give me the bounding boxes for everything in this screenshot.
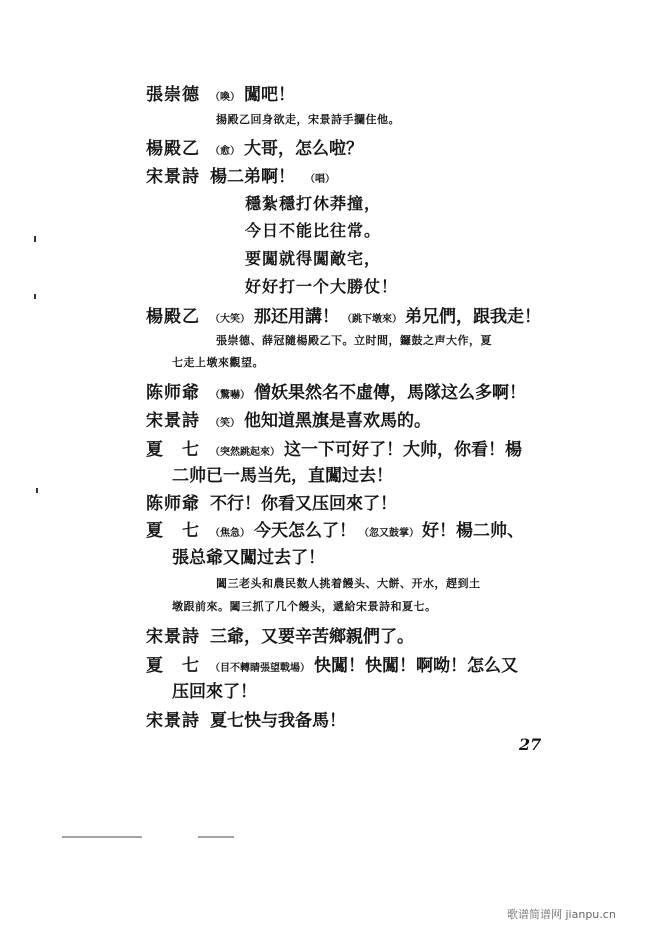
speech-text: 快闖！快闖！啊呦！怎么又 xyxy=(314,656,518,676)
dialogue-line xyxy=(146,134,363,159)
stage-note: 張崇德、薛冠隨楊殿乙下。立时間，鑼鼓之声大作，夏 xyxy=(216,334,492,347)
song-line: 穩紮穩打休莽撞， xyxy=(245,194,382,213)
speech-text: 这一下可好了！大帅，你看！楊 xyxy=(284,440,522,460)
speech-continuation: 压回來了！ xyxy=(172,682,257,702)
speech-text: 好！楊二帅、 xyxy=(422,521,524,541)
stage-note: 墩跟前來。闔三抓了几个饅头，遞給宋景詩和夏七。 xyxy=(172,600,437,613)
stage-note: 闔三老头和農民数人挑着饅头、大餅、开水，趕到土 xyxy=(216,577,481,590)
song-line: 今日不能比往常。 xyxy=(245,221,382,240)
scan-footer-mark xyxy=(62,836,142,838)
speech-continuation: 張总爺又闖过去了！ xyxy=(172,548,325,568)
scan-speck xyxy=(36,488,38,493)
speech-text: 夏七快与我备馬！ xyxy=(210,711,346,731)
dialogue-line xyxy=(146,302,541,327)
stage-direction: （突然跳起來） xyxy=(210,447,280,458)
scan-speck xyxy=(34,294,36,299)
song-line: 要闖就得闖敵宅， xyxy=(245,249,382,268)
speaker-name: 楊殿乙 xyxy=(146,139,200,159)
song-line: 好好打一个大勝仗！ xyxy=(245,277,399,296)
speech-text: 僧妖果然名不虛傳，馬隊这么多啊！ xyxy=(254,383,526,403)
speech-text: 弟兄們，跟我走！ xyxy=(405,307,541,327)
speech-text: 大哥，怎么啦？ xyxy=(244,139,363,159)
speaker-name: 宋景詩 xyxy=(146,411,200,431)
dialogue-line xyxy=(146,378,526,403)
stage-direction: （笑） xyxy=(210,418,240,429)
stage-direction: （愈） xyxy=(210,146,240,157)
stage-direction: （焦急） xyxy=(210,528,250,539)
speaker-name: 楊殿乙 xyxy=(146,307,200,327)
speech-text: 闖吧！ xyxy=(244,85,295,105)
stage-direction: （跳下墩來） xyxy=(342,314,402,325)
speaker-name: 宋景詩 xyxy=(146,711,200,731)
stage-note: 揚殿乙回身欲走，宋景詩手攔住他。 xyxy=(216,113,400,126)
speech-text: 那还用講！ xyxy=(254,307,339,327)
dialogue-line xyxy=(146,622,414,647)
dialogue-line xyxy=(146,435,522,460)
speaker-name: 宋景詩 xyxy=(146,167,200,187)
dialogue-line xyxy=(146,489,397,514)
dialogue-line xyxy=(146,706,346,731)
speaker-name: 宋景詩 xyxy=(146,627,200,647)
dialogue-line xyxy=(146,516,524,541)
stage-direction: （目不轉睛張望戰場） xyxy=(210,663,310,674)
scan-speck xyxy=(34,236,36,242)
stage-direction: （忽又鼓掌） xyxy=(359,528,419,539)
speaker-name: 夏 七 xyxy=(146,440,200,460)
speech-text: 他知道黑旗是喜欢馬的。 xyxy=(244,411,431,431)
speech-text: 三爺，又要辛苦鄉親們了。 xyxy=(210,627,414,647)
scan-footer-mark xyxy=(198,836,234,838)
speaker-name: 張崇德 xyxy=(146,85,200,105)
stage-note: 七走上墩來觀望。 xyxy=(172,356,264,369)
watermark: 歌谱简谱网 jianpu.cn xyxy=(507,908,616,921)
speech-continuation: 二帅已一馬当先，直闖过去！ xyxy=(172,466,393,486)
stage-direction: （喚） xyxy=(210,92,240,103)
dialogue-line xyxy=(146,162,339,187)
speech-text: 楊二弟啊！ xyxy=(210,167,295,187)
speaker-name: 夏 七 xyxy=(146,656,200,676)
page-number: 27 xyxy=(519,735,542,754)
speech-text: 不行！你看又压回來了！ xyxy=(210,494,397,514)
speaker-name: 陈师爺 xyxy=(146,494,200,514)
dialogue-line xyxy=(146,406,431,431)
dialogue-line xyxy=(146,80,295,105)
dialogue-line xyxy=(146,651,518,676)
stage-direction: （大笑） xyxy=(210,314,250,325)
speaker-name: 陈师爺 xyxy=(146,383,200,403)
stage-direction: （唱） xyxy=(305,174,335,185)
speech-text: 今天怎么了！ xyxy=(254,521,356,541)
speaker-name: 夏 七 xyxy=(146,521,200,541)
stage-direction: （驚嚇） xyxy=(210,390,250,401)
